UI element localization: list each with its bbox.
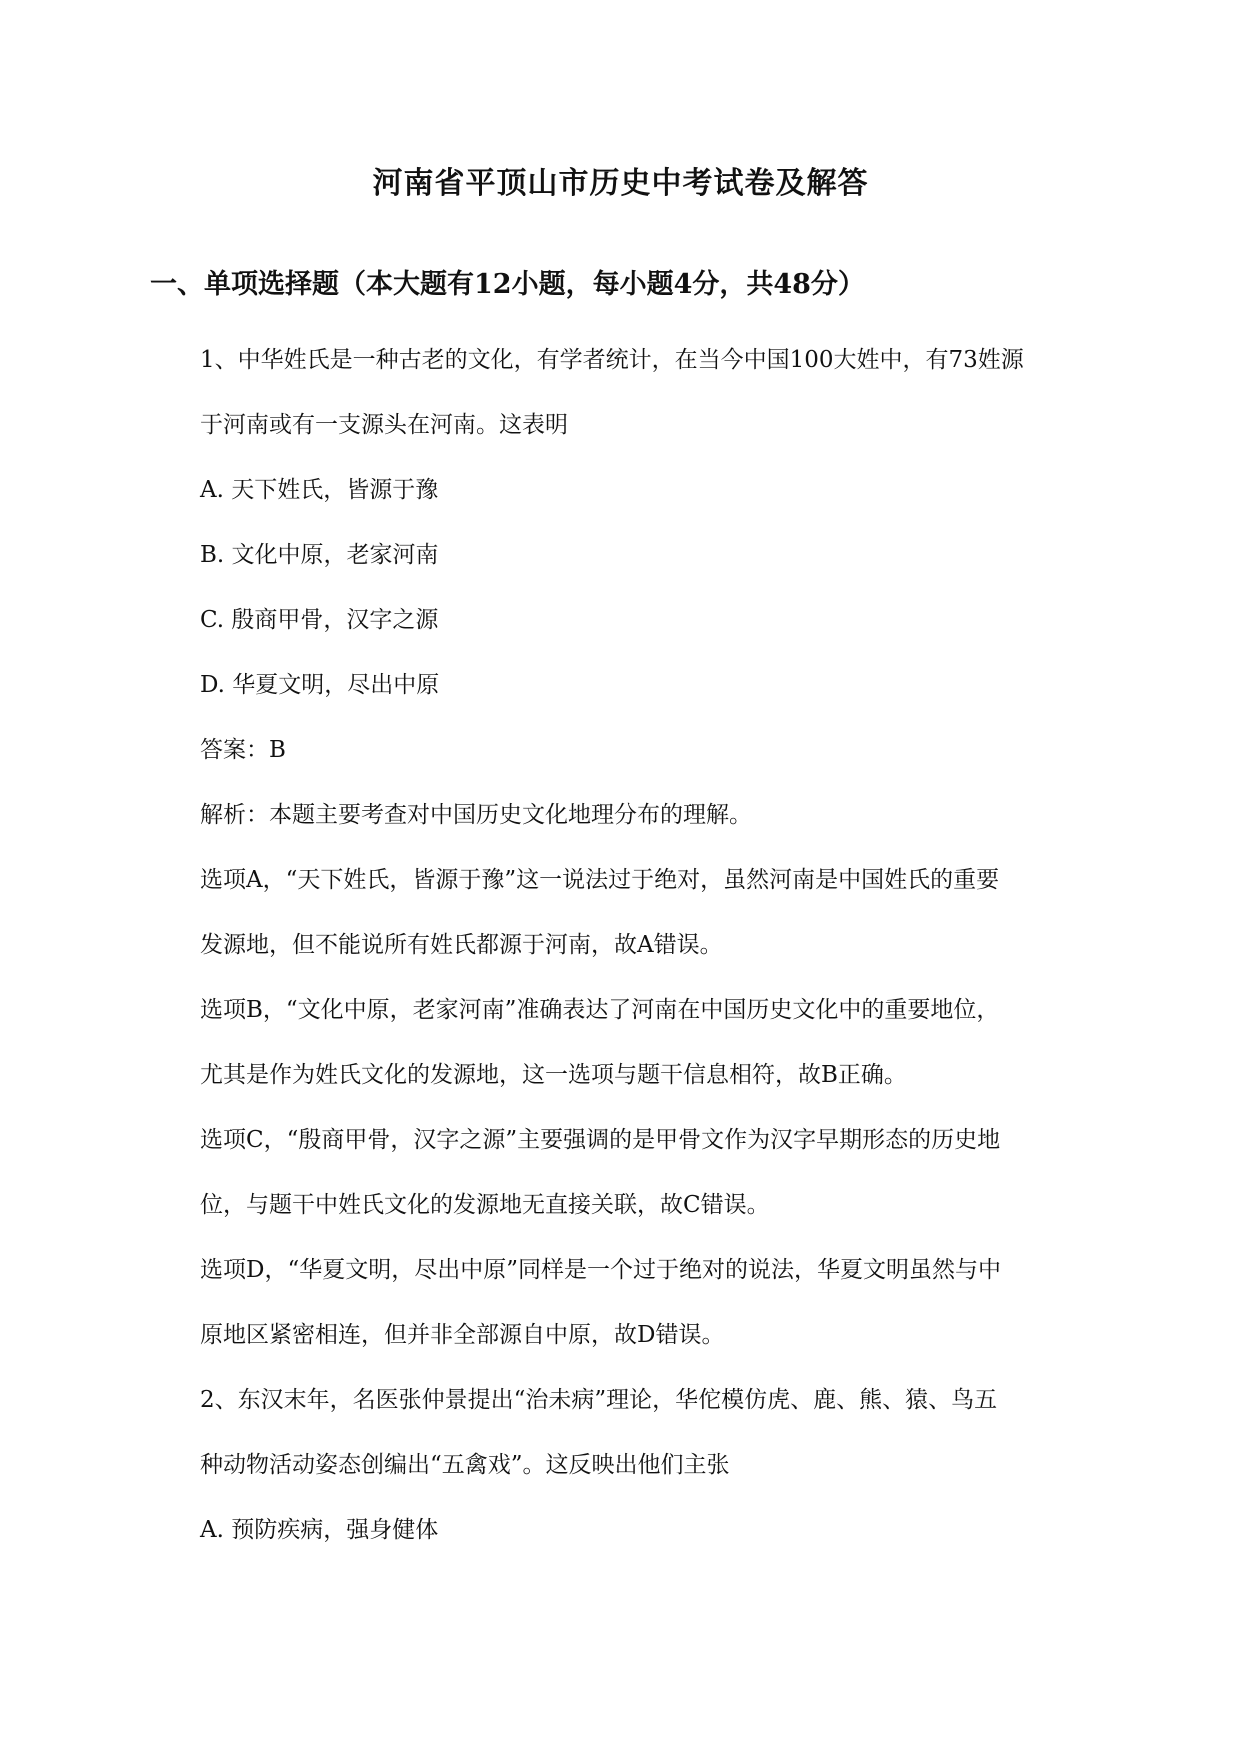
question-1-stem-line-1: 1、中华姓氏是一种古老的文化，有学者统计，在当今中国100大姓中，有73姓源: [200, 347, 1024, 373]
analysis-option-d-line-2: 原地区紧密相连，但并非全部源自中原，故D错误。: [200, 1322, 725, 1348]
section-heading: 一、单项选择题（本大题有12小题，每小题4分，共48分）: [150, 269, 865, 300]
question-2-option-a: A. 预防疾病，强身健体: [200, 1517, 439, 1543]
question-1-option-d: D. 华夏文明，尽出中原: [200, 672, 440, 698]
question-2-stem-line-1: 2、东汉末年，名医张仲景提出“治未病”理论，华佗模仿虎、鹿、熊、猿、鸟五: [200, 1387, 998, 1413]
analysis-option-a-line-2: 发源地，但不能说所有姓氏都源于河南，故A错误。: [200, 932, 723, 958]
question-1-stem-line-2: 于河南或有一支源头在河南。这表明: [200, 412, 568, 438]
analysis-option-d-line-1: 选项D，“华夏文明，尽出中原”同样是一个过于绝对的说法，华夏文明虽然与中: [200, 1257, 1001, 1283]
document-title: 河南省平顶山市历史中考试卷及解答: [372, 166, 869, 201]
analysis-option-c-line-2: 位，与题干中姓氏文化的发源地无直接关联，故C错误。: [200, 1192, 770, 1218]
question-body: [200, 343, 1090, 1578]
question-1-answer: 答案：B: [200, 737, 286, 763]
question-2-stem-line-2: 种动物活动姿态创编出“五禽戏”。这反映出他们主张: [200, 1452, 730, 1478]
question-1-option-b: B. 文化中原，老家河南: [200, 542, 439, 568]
analysis-option-c-line-1: 选项C，“殷商甲骨，汉字之源”主要强调的是甲骨文作为汉字早期形态的历史地: [200, 1127, 1001, 1153]
question-1-option-c: C. 殷商甲骨，汉字之源: [200, 607, 439, 633]
analysis-option-b-line-2: 尤其是作为姓氏文化的发源地，这一选项与题干信息相符，故B正确。: [200, 1062, 907, 1088]
question-1-option-a: A. 天下姓氏，皆源于豫: [200, 477, 439, 503]
question-1-analysis: 解析：本题主要考查对中国历史文化地理分布的理解。: [200, 802, 752, 828]
analysis-option-b-line-1: 选项B，“文化中原，老家河南”准确表达了河南在中国历史文化中的重要地位，: [200, 997, 1000, 1023]
analysis-option-a-line-1: 选项A，“天下姓氏，皆源于豫”这一说法过于绝对，虽然河南是中国姓氏的重要: [200, 867, 1000, 893]
